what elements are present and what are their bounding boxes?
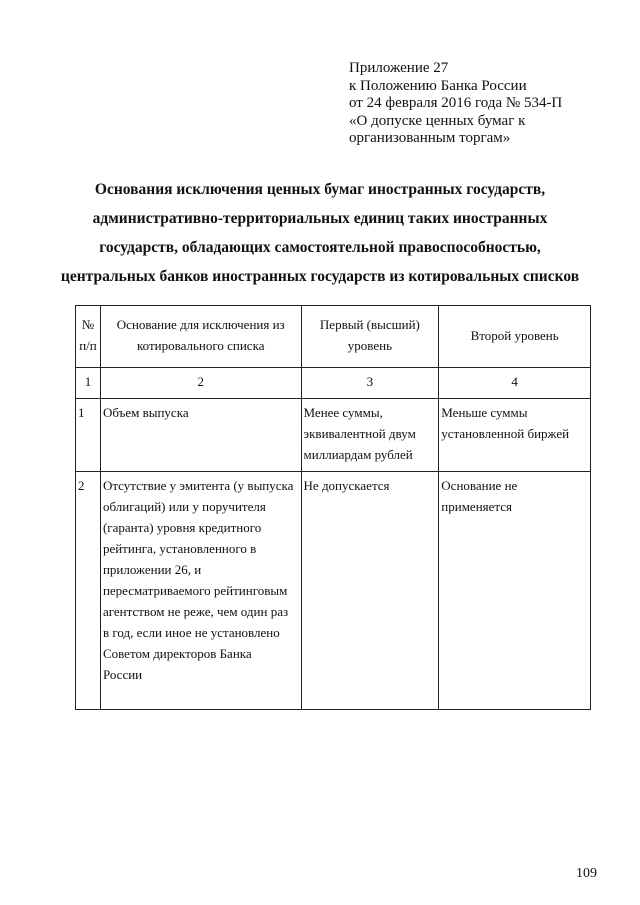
row-first-level (301, 399, 439, 472)
cell-text-line: установленной биржей (441, 426, 570, 441)
cell-text-line: Меньше суммы (441, 405, 528, 420)
cell-text-line: Не допускается (303, 478, 390, 493)
cell-text-line: России (102, 667, 143, 682)
cell-text-line: Советом директоров Банка (102, 646, 252, 661)
cell-text-line: миллиардам рублей (303, 447, 413, 462)
regulation-date: от 24 февраля 2016 года № 534-П (349, 95, 563, 111)
cell-text-line: (гаранта) уровня кредитного (102, 520, 262, 535)
cell-text-line: агентством не реже, чем один раз (102, 604, 289, 619)
appendix-header (349, 60, 619, 148)
title-line-3: государств, обладающих самостоятельной правоспособностью, (99, 239, 541, 256)
header-cell-basis (100, 306, 301, 368)
row-second-level (439, 399, 591, 472)
cell-text-line: пересматриваемого рейтинговым (102, 583, 288, 598)
cell-text-line: рейтинга, установленного в (102, 541, 257, 556)
regulation-title-line2: организованным торгам» (349, 130, 511, 146)
column-index-cell: 4 (439, 368, 591, 399)
header-number-abbrev: п/п (79, 338, 97, 353)
cell-text-line: Отсутствие у эмитента (у выпуска (102, 478, 294, 493)
cell-text-line: облигаций) или у поручителя (102, 499, 266, 514)
header-cell-number (76, 306, 101, 368)
row-number: 2 (76, 472, 101, 710)
cell-text-line: Объем выпуска (102, 405, 189, 420)
table-row (76, 472, 591, 710)
title-line-4: центральных банков иностранных государств из котировальных списков (60, 268, 580, 285)
delisting-grounds-table (75, 305, 591, 710)
column-index-cell: 1 (76, 368, 101, 399)
cell-text-line: Основание не (441, 478, 518, 493)
row-number: 1 (76, 399, 101, 472)
table-row (76, 399, 591, 472)
cell-text-line: приложении 26, и (102, 562, 202, 577)
row-first-level (301, 472, 439, 710)
column-index-cell: 2 (100, 368, 301, 399)
title-line-1: Основания исключения ценных бумаг иностранных государств, (94, 181, 546, 198)
appendix-number: Приложение 27 (349, 60, 449, 76)
table-header-row (76, 306, 591, 368)
page-number: 109 (576, 866, 597, 881)
header-first-line1: Первый (высший) (319, 317, 420, 332)
title-line-2: административно-территориальных единиц таких иностранных (92, 210, 548, 227)
column-index-cell: 3 (301, 368, 439, 399)
header-number-symbol: № (81, 317, 95, 332)
header-cell-first-level (301, 306, 439, 368)
header-basis-line2: котировального списка (137, 338, 265, 353)
row-basis (100, 399, 301, 472)
header-basis-line1: Основание для исключения из (116, 317, 285, 332)
header-cell-second-level: Второй уровень (439, 306, 591, 368)
row-basis (100, 472, 301, 710)
regulation-title-line1: «О допуске ценных бумаг к (349, 112, 526, 129)
cell-text-line: в год, если иное не установлено (102, 625, 280, 640)
header-first-line2: уровень (347, 338, 393, 353)
cell-text-line: эквивалентной двум (303, 426, 416, 441)
document-title (40, 175, 600, 291)
cell-text-line: Менее суммы, (303, 405, 383, 420)
row-second-level (439, 472, 591, 710)
regulation-reference: к Положению Банка России (349, 77, 527, 94)
cell-text-line: применяется (441, 499, 512, 514)
column-index-row (76, 368, 591, 399)
